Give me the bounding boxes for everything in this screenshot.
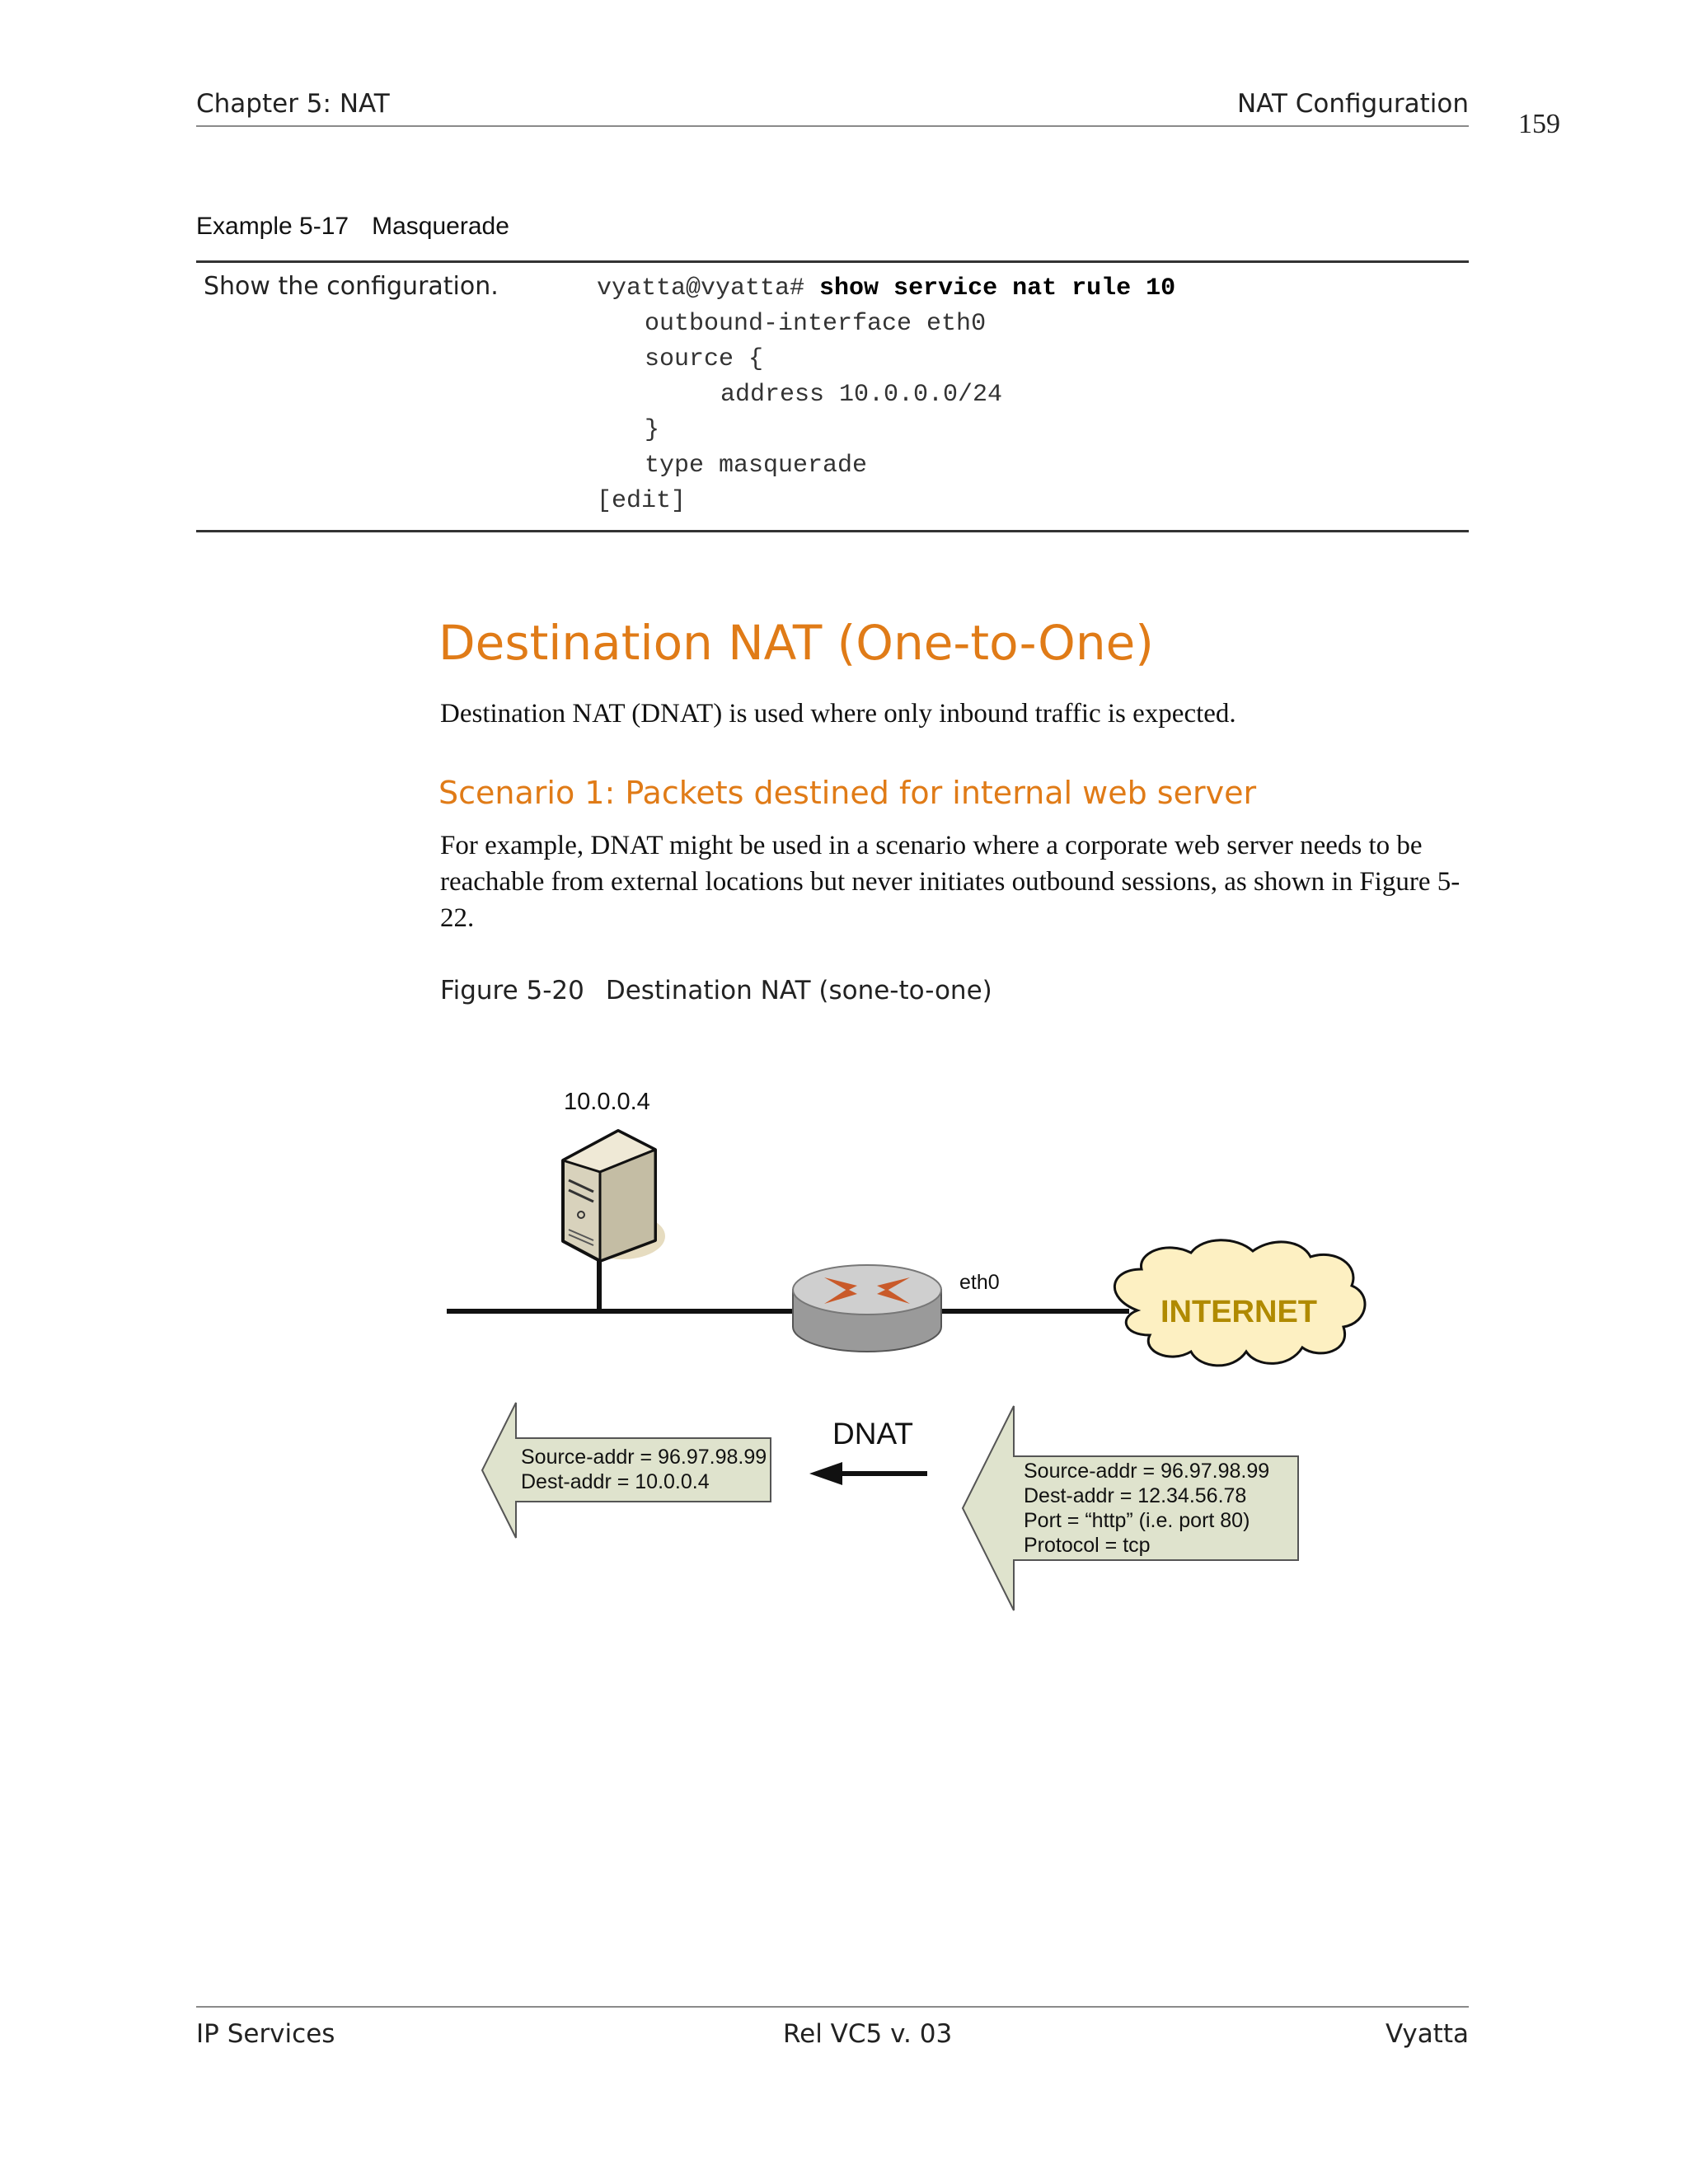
right-packet-port: Port = “http” (i.e. port 80) [1024,1509,1250,1532]
right-packet-source: Source-addr = 96.97.98.99 [1024,1460,1270,1483]
right-packet-protocol: Protocol = tcp [1024,1534,1151,1557]
code-line: outbound-interface eth0 [645,310,987,338]
left-packet-dest: Dest-addr = 10.0.0.4 [521,1470,710,1493]
figure-caption-text: Destination NAT (sone-to-one) [605,976,992,1005]
internet-label: INTERNET [1160,1295,1317,1329]
section-body: For example, DNAT might be used in a scenario where a corporate web server needs to be reachable from external locations but never initiates outbound sessions, as shown in Figure 5-22. [440,831,1461,933]
dnat-arrow-head [809,1462,842,1485]
code-line: source { [645,345,764,373]
section-title: Destination NAT (One-to-One) [438,615,1154,671]
left-packet-source: Source-addr = 96.97.98.99 [521,1446,767,1469]
example-number: Example 5-17 [196,213,349,240]
footer-rule [196,2006,1469,2008]
example-title: Masquerade [372,213,509,240]
section-intro: Destination NAT (DNAT) is used where only inbound traffic is expected. [440,699,1236,729]
inbound-packet-arrow [963,1406,1298,1610]
footer-right: Vyatta [1385,2019,1469,2049]
interface-label: eth0 [959,1271,1000,1294]
right-packet-dest: Dest-addr = 12.34.56.78 [1024,1484,1247,1507]
figure-number: Figure 5-20 [440,976,584,1005]
footer-left: IP Services [196,2019,335,2049]
example-description: Show the configuration. [204,272,499,301]
code-line: address 10.0.0.0/24 [720,381,1003,409]
page-number: 159 [1518,109,1560,139]
code-line: } [645,416,660,444]
header-section: NAT Configuration [1236,89,1469,119]
header-chapter: Chapter 5: NAT [196,89,390,119]
subsection-title: Scenario 1: Packets destined for internal web server [438,775,1257,811]
footer-center: Rel VC5 v. 03 [783,2019,953,2049]
code-line: type masquerade [645,452,868,480]
dnat-label: DNAT [832,1417,913,1451]
code-command: show service nat rule 10 [819,274,1176,302]
router-icon [793,1265,941,1352]
server-address-label: 10.0.0.4 [564,1089,650,1115]
code-line: [edit] [597,487,687,515]
server-icon [563,1131,665,1261]
code-prompt: vyatta@vyatta# [597,274,820,302]
